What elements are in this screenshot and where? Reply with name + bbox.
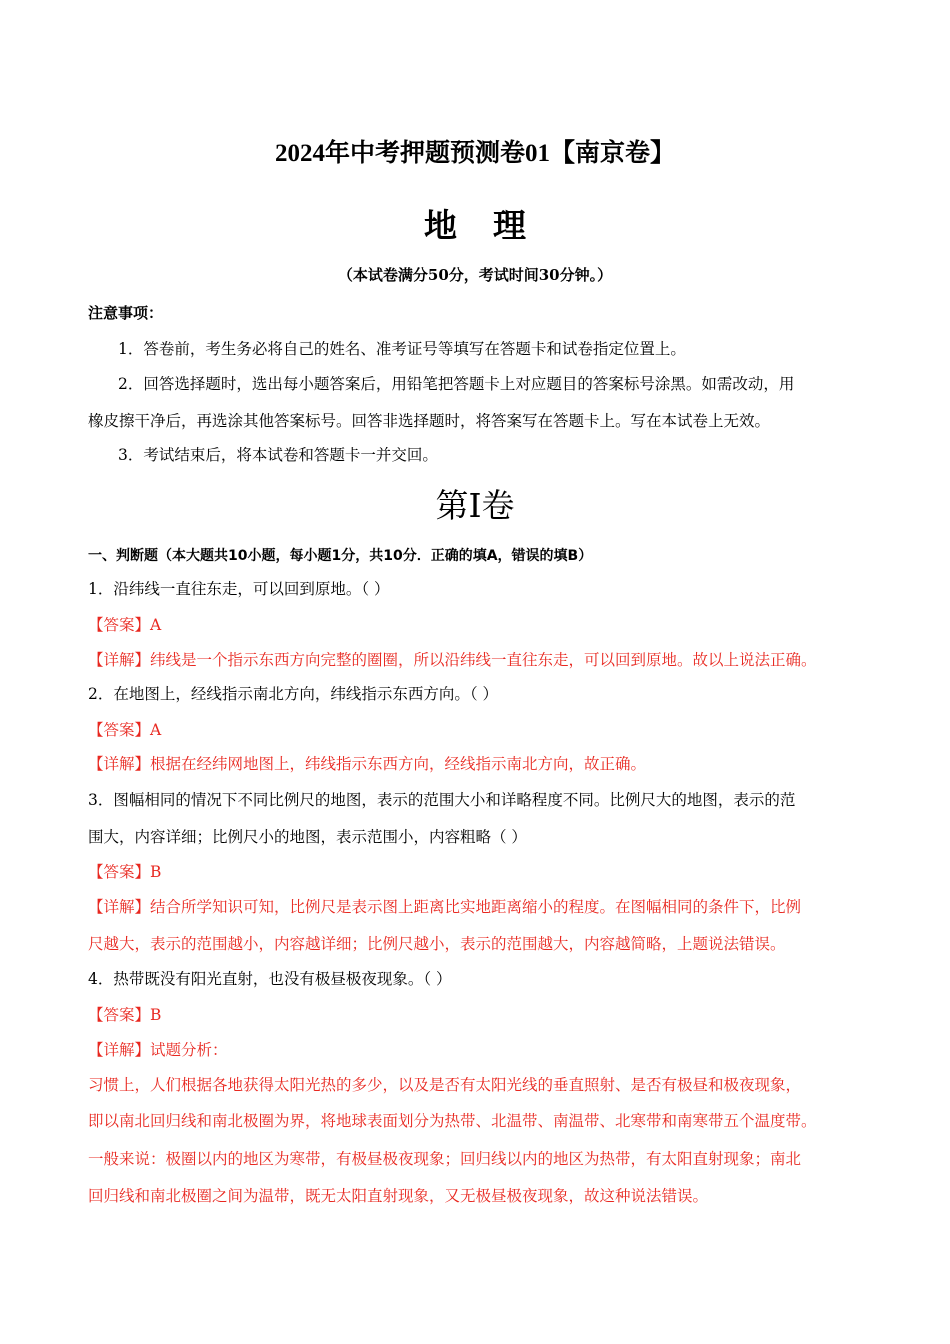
detail-4-line-4: 回归线和南北极圈之间为温带，既无太阳直射现象，又无极昼极夜现象，故这种说法错误。: [88, 1187, 709, 1205]
subject-title: 地理: [424, 206, 562, 245]
answer-1: 【答案】A: [88, 616, 162, 634]
detail-3-line-2: 尺越大，表示的范围越小，内容越详细；比例尺越小，表示的范围越大，内容越简略，上题说法错误。: [88, 935, 786, 953]
question-2: 2．在地图上，经线指示南北方向，纬线指示东西方向。（ ）: [88, 685, 499, 703]
detail-2: 【详解】根据在经纬网地图上，纬线指示东西方向，经线指示南北方向，故正确。: [88, 755, 647, 773]
exam-title: 2024年中考押题预测卷01【南京卷】: [274, 140, 675, 167]
question-3-line-1: 3．图幅相同的情况下不同比例尺的地图，表示的范围大小和详略程度不同。比例尺大的地图，表示的范: [88, 791, 796, 809]
exam-note: （本试卷满分50分，考试时间30分钟。）: [337, 266, 613, 284]
question-4: 4．热带既没有阳光直射，也没有极昼极夜现象。（ ）: [88, 970, 452, 988]
answer-3: 【答案】B: [88, 863, 162, 881]
detail-1: 【详解】纬线是一个指示东西方向完整的圈圈，所以沿纬线一直往东走，可以回到原地。故以上说法正确。: [88, 651, 817, 669]
answer-2: 【答案】A: [88, 721, 162, 739]
notice-item-1: 1．答卷前，考生务必将自己的姓名、准考证号等填写在答题卡和试卷指定位置上。: [118, 340, 686, 358]
notice-heading: 注意事项：: [88, 304, 164, 322]
detail-4-line-2: 即以南北回归线和南北极圈为界，将地球表面划分为热带、北温带、南温带、北寒带和南寒带五个温度带。: [88, 1112, 817, 1130]
detail-3-line-1: 【详解】结合所学知识可知，比例尺是表示图上距离比实地距离缩小的程度。在图幅相同的条件下，比例: [88, 898, 802, 916]
detail-4-line-1: 习惯上，人们根据各地获得太阳光热的多少，以及是否有太阳光线的垂直照射、是否有极昼和极夜现象，: [88, 1076, 802, 1094]
notice-item-3: 3．考试结束后，将本试卷和答题卡一并交回。: [118, 446, 438, 464]
detail-4-line-3: 一般来说：极圈以内的地区为寒带，有极昼极夜现象；回归线以内的地区为热带，有太阳直射现象；南北: [88, 1150, 802, 1168]
section-heading: 一、判断题（本大题共10小题，每小题1分，共10分．正确的填A，错误的填B）: [88, 548, 593, 564]
question-1: 1．沿纬线一直往东走，可以回到原地。（ ）: [88, 580, 390, 598]
volume-title: 第Ⅰ卷: [435, 489, 515, 525]
answer-4: 【答案】B: [88, 1006, 162, 1024]
question-3-line-2: 围大，内容详细；比例尺小的地图，表示范围小，内容粗略（ ）: [88, 828, 527, 846]
detail-4-head: 【详解】试题分析：: [88, 1041, 228, 1059]
notice-item-2-line-1: 2．回答选择题时，选出每小题答案后，用铅笔把答题卡上对应题目的答案标号涂黑。如需改动，用: [118, 375, 795, 393]
notice-item-2-line-2: 橡皮擦干净后，再选涂其他答案标号。回答非选择题时，将答案写在答题卡上。写在本试卷上无效。: [88, 412, 771, 430]
